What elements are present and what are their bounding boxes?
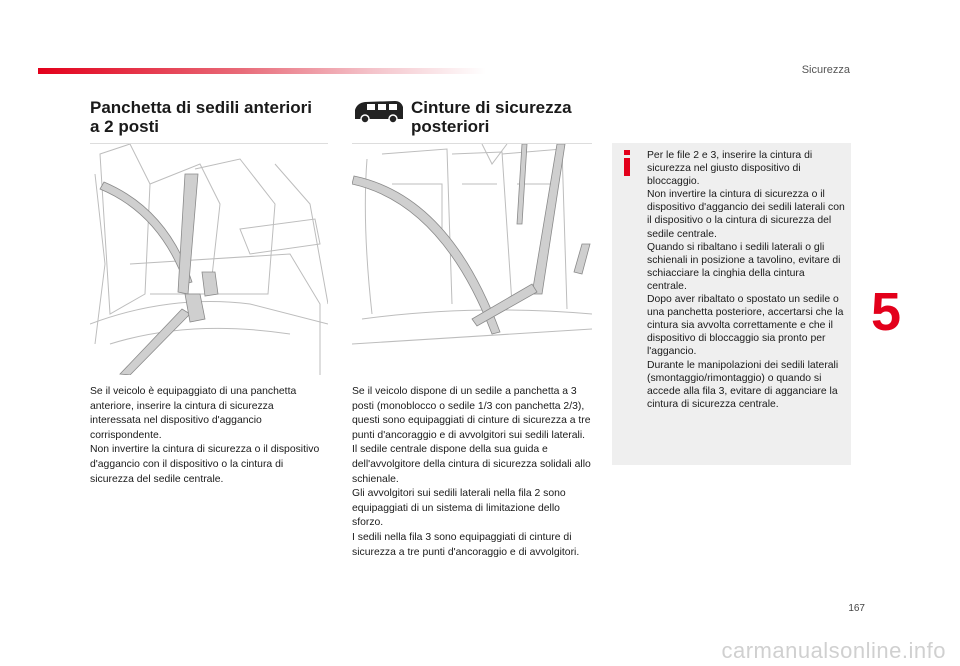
paragraph: Quando si ribaltano i sedili laterali o gli schienali in posizione a tavolino, evitare di schiacciare la cinghia della cintura centrale.: [647, 241, 841, 292]
watermark: [0, 636, 960, 666]
rear-belts-text: [352, 385, 592, 560]
paragraph: Se il veicolo dispone di un sedile a panchetta a 3 posti (monoblocco o sedile 1/3 con panchetta 2/3), questi sono equipaggiati di cinture di sicurezza a tre punti d'ancoraggio e di avvolgitori sui sedili laterali.: [352, 386, 591, 441]
chapter-color-bar: [38, 68, 486, 74]
paragraph: Se il veicolo è equipaggiato di una panchetta anteriore, inserire la cintura di sicurezza interessata nel dispositivo d'aggancio corrispondente.: [90, 386, 297, 441]
paragraph: Non invertire la cintura di sicurezza o il dispositivo d'aggancio dei sedili laterali con il dispositivo o la cintura di sicurezza del sedile centrale.: [647, 189, 845, 240]
front-bench-text: [90, 385, 322, 487]
van-icon: [353, 97, 405, 125]
info-icon: [622, 150, 632, 176]
paragraph: Dopo aver ribaltato o spostato un sedile o una panchetta posteriore, accertarsi che la cintura sia avvolta correttamente e che il dispositivo di bloccaggio sia pronto per l'aggancio.: [647, 294, 844, 358]
front-bench-seatbelt-illustration: [90, 143, 328, 375]
section-label: Sicurezza: [801, 64, 850, 76]
paragraph: Il sedile centrale dispone della sua guida e dell'avvolgitore della cintura di sicurezza solidali allo schienale.: [352, 444, 591, 485]
watermark-text: carmanualsonline.info: [721, 638, 946, 663]
page-number: 167: [848, 603, 865, 614]
rear-seatbelt-illustration: [352, 143, 592, 375]
paragraph: Gli avvolgitori sui sedili laterali nella fila 2 sono equipaggiati di un sistema di limitazione dello sforzo.: [352, 488, 566, 529]
info-box: [612, 143, 851, 465]
paragraph: Non invertire la cintura di sicurezza o il dispositivo d'aggancio con il dispositivo o la cintura di sicurezza del sedile centrale.: [90, 444, 320, 485]
paragraph: Per le file 2 e 3, inserire la cintura di sicurezza nel giusto dispositivo di bloccaggio.: [647, 150, 813, 188]
rear-belts-title: Cinture di sicurezza posteriori: [411, 98, 572, 136]
paragraph: Durante le manipolazioni dei sedili laterali (smontaggio/rimontaggio) o quando si accede alla fila 3, evitare di agganciare la cintura di sicurezza centrale.: [647, 359, 839, 410]
info-text: [647, 149, 847, 411]
front-bench-title: Panchetta di sedili anteriori a 2 posti: [90, 98, 313, 136]
chapter-number: 5: [871, 282, 902, 342]
paragraph: I sedili nella fila 3 sono equipaggiati di cinture di sicurezza a tre punti d'ancoraggio e di avvolgitori.: [352, 531, 580, 558]
